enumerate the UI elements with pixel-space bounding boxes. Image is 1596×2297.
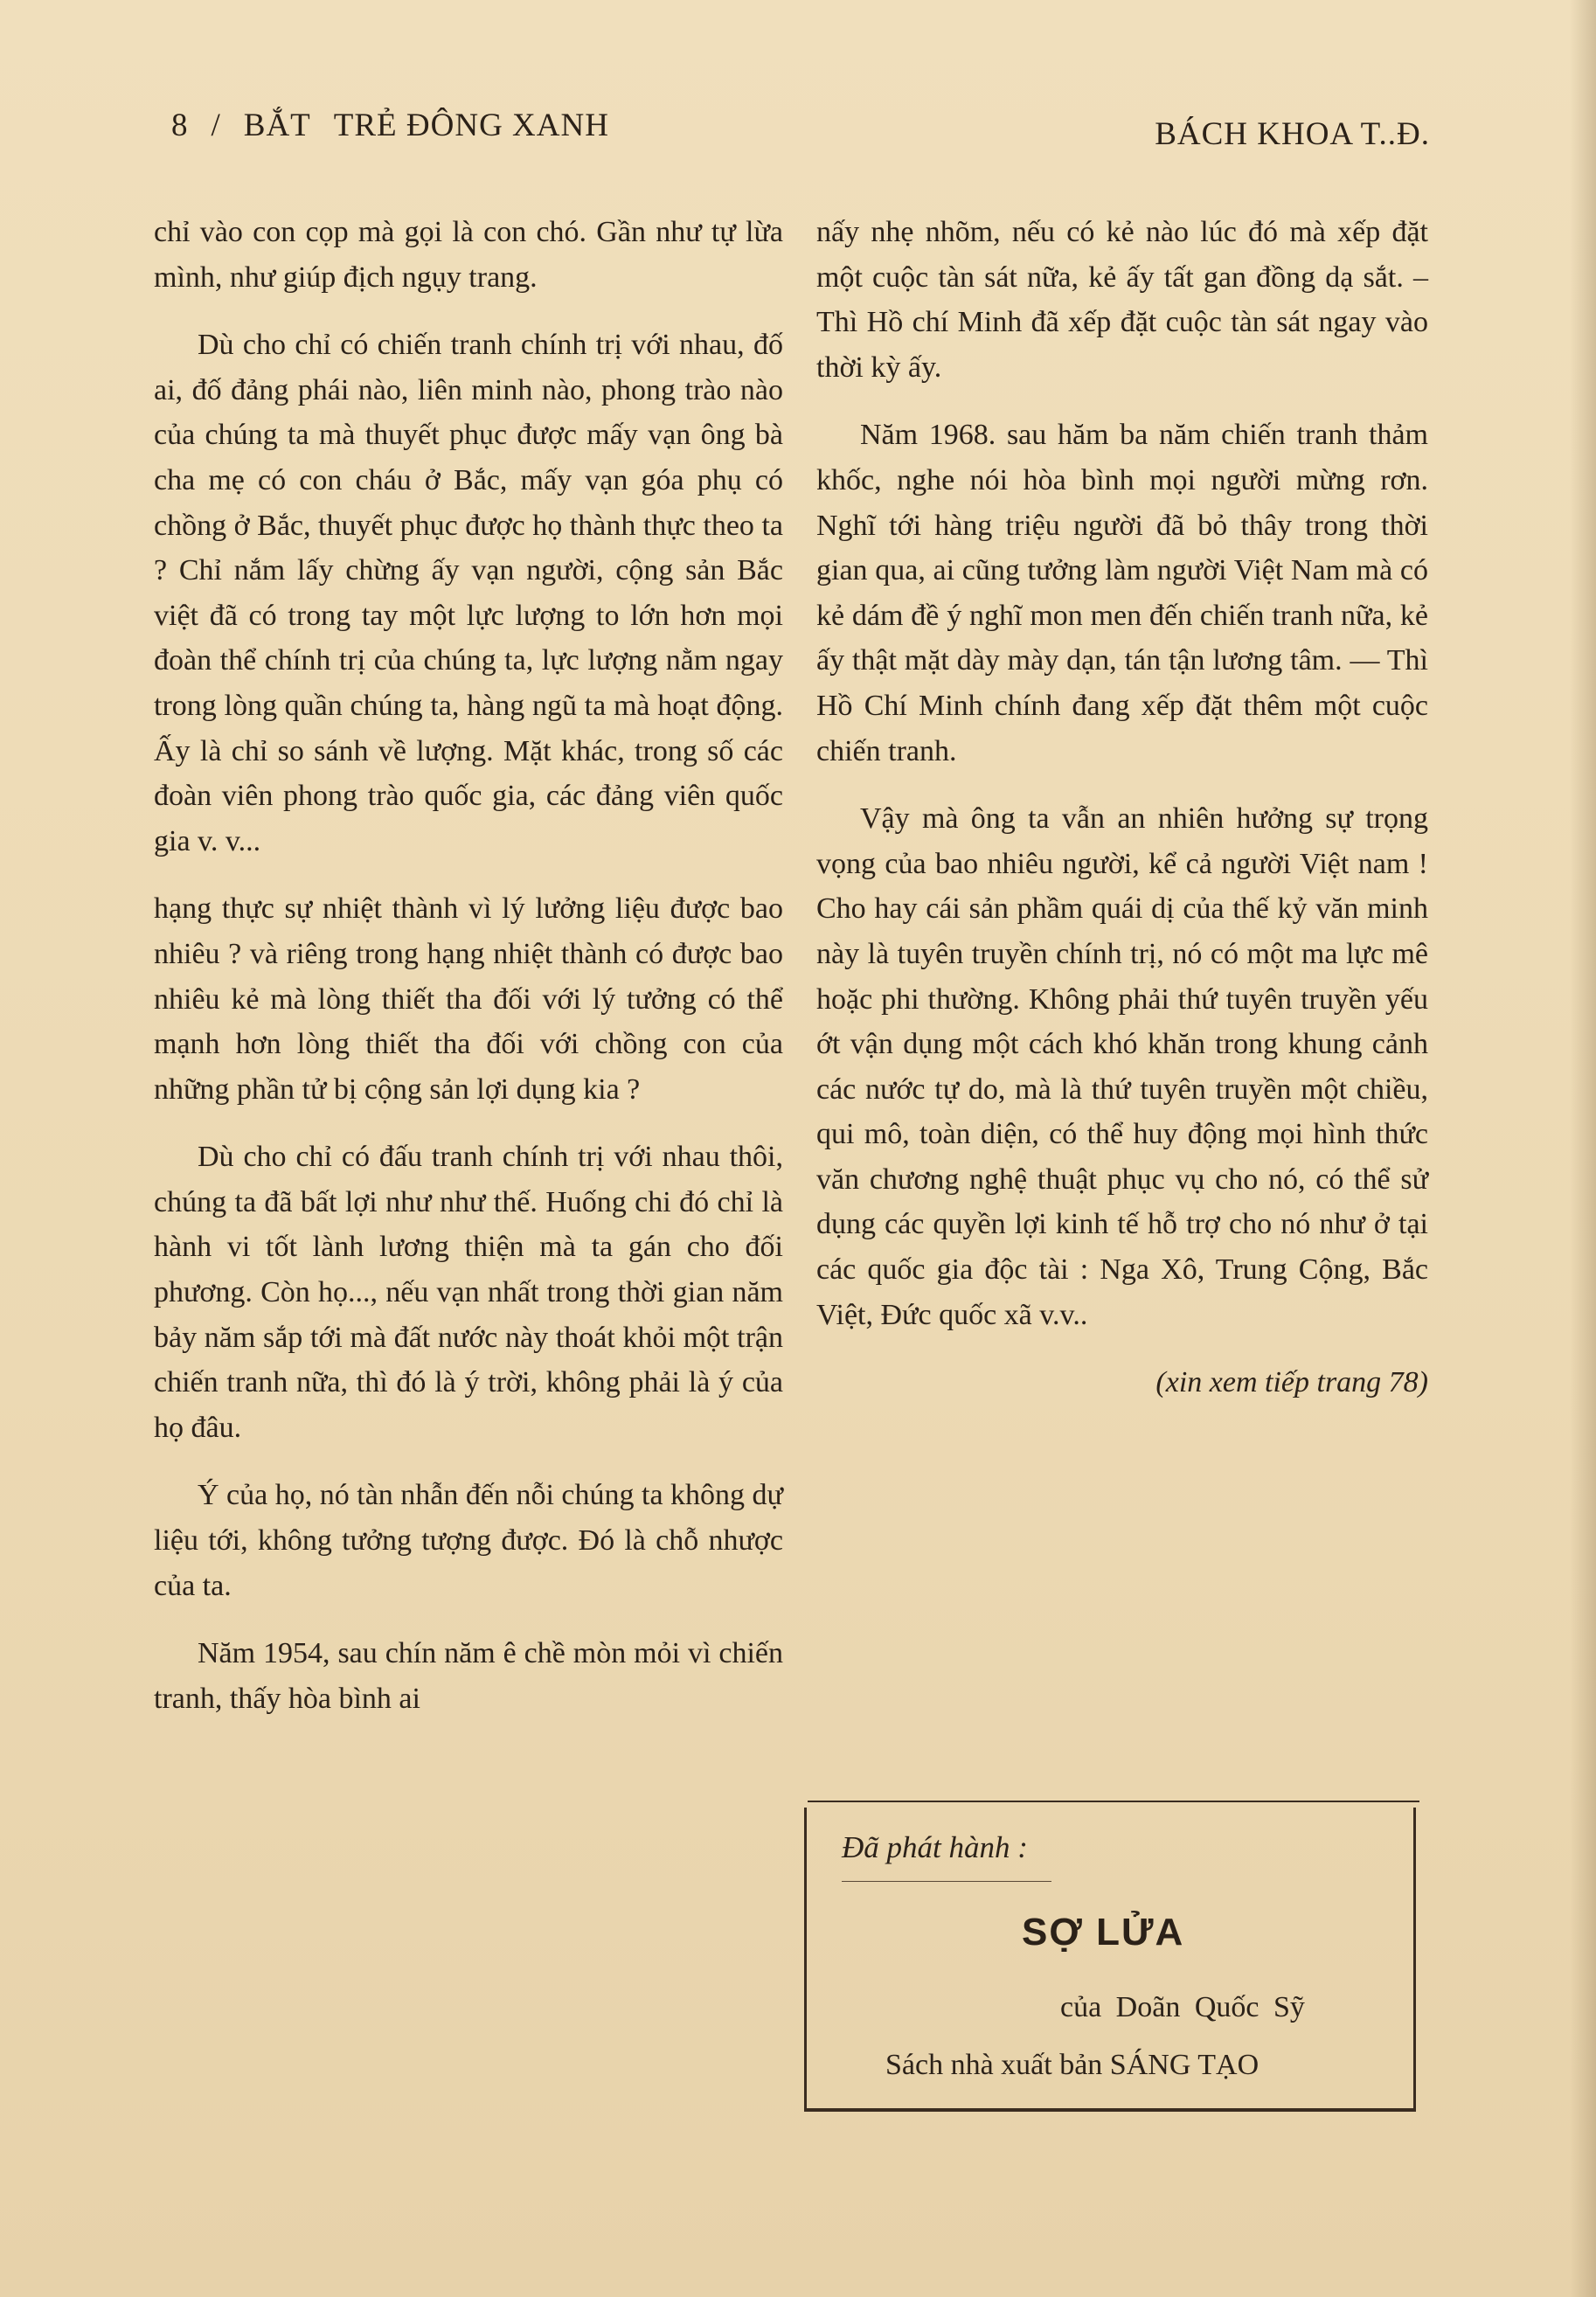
running-header [171,107,1430,150]
book-advertisement [804,1808,1416,2112]
paragraph: Vậy mà ông ta vẫn an nhiên hưởng sự trọng vọng của bao nhiêu người, kể cả người Việt nam ! Cho hay cái sản phầm quái dị của thế kỷ văn minh này là tuyên truyền chính trị, nó có một ma lực mê hoặc phi thường. Không phải thứ tuyên truyền yếu ớt vận dụng một cách khó khăn trong khung cảnh các nước tự do, mà là thứ tuyên truyền một chiều, qui mô, toàn diện, có thể huy động mọi hình thức văn chương nghệ thuật phục vụ cho nó, có thể sử dụng các quyền lợi kinh tế hỗ trợ cho nó như ở tại các quốc gia độc tài : Nga Xô, Trung Cộng, Bắc Việt, Đức quốc xã v.v.. [816,802,1428,1331]
header-title-word1: BẮT [243,108,311,143]
paragraph: Ý của họ, nó tàn nhẫn đến nỗi chúng ta không dự liệu tới, không tưởng tượng được. Đó là chỗ nhược của ta. [154,1479,783,1602]
book-title: SỢ LỬA [1022,1911,1185,1953]
book-author: của Doãn Quốc Sỹ [1060,1991,1305,2023]
ad-divider [842,1881,1051,1882]
ad-top-rule [808,1801,1419,1802]
paragraph: chỉ vào con cọp mà gọi là con chó. Gần như tự lừa mình, như giúp địch ngụy trang. [154,216,783,294]
paragraph: Dù cho chỉ có chiến tranh chính trị với nhau, đố ai, đố đảng phái nào, liên minh nào, phong trào nào của chúng ta mà thuyết phục được mấy vạn ông bà cha mẹ có con cháu ở Bắc, mấy vạn góa phụ có chồng ở Bắc, thuyết phục được họ thành thực theo ta ? Chỉ nắm lấy chừng ấy vạn người, cộng sản Bắc việt đã có trong tay một lực lượng to lớn hơn mọi đoàn thể chính trị của chúng ta, lực lượng nằm ngay trong lòng quần chúng ta, hàng ngũ ta mà hoạt động. Ấy là chỉ so sánh về lượng. Mặt khác, trong số các đoàn viên phong trào quốc gia, các đảng viên quốc gia v. v... [154,329,783,857]
header-publication: BÁCH KHOA T..Đ. [1155,116,1430,152]
left-column [154,210,783,1744]
header-separator: / [211,108,221,143]
paragraph: Năm 1954, sau chín năm ê chề mòn mỏi vì chiến tranh, thấy hòa bình ai [154,1637,783,1715]
header-left [171,107,632,144]
ad-label: Đã phát hành : [842,1830,1028,1864]
paragraph: nấy nhẹ nhõm, nếu có kẻ nào lúc đó mà xếp đặt một cuộc tàn sát nữa, kẻ ấy tất gan đồng dạ sắt. – Thì Hồ chí Minh đã xếp đặt cuộc tàn sát ngay vào thời kỳ ấy. [816,216,1428,384]
paragraph: Năm 1968. sau hăm ba năm chiến tranh thảm khốc, nghe nói hòa bình mọi người mừng rơn. Nghĩ tới hàng triệu người đã bỏ thây trong thời gian qua, ai cũng tưởng làm người Việt Nam mà có kẻ dám đề ý nghĩ mon men đến chiến tranh nữa, kẻ ấy thật mặt dày mày dạn, tán tận lương tâm. — Thì Hồ Chí Minh chính đang xếp đặt thêm một cuộc chiến tranh. [816,419,1428,767]
paragraph: Dù cho chỉ có đấu tranh chính trị với nhau thôi, chúng ta đã bất lợi như như thế. Huống chi đó chỉ là hành vi tốt lành lương thiện mà ta gán cho đối phương. Còn họ..., nếu vạn nhất trong thời gian năm bảy năm sắp tới mà đất nước này thoát khỏi một trận chiến tranh nữa, thì đó là ý trời, không phải là ý của họ đâu. [154,1141,783,1444]
header-title-word2: TRẺ ĐÔNG XANH [333,108,609,143]
page-number: 8 [171,108,189,143]
paragraph: hạng thực sự nhiệt thành vì lý lưởng liệu được bao nhiêu ? và riêng trong hạng nhiệt thành có được bao nhiêu kẻ mà lòng thiết tha đối với lý tưởng có thể mạnh hơn lòng thiết tha đối với chồng con của những phần tử bị cộng sản lợi dụng kia ? [154,892,783,1106]
right-column [816,210,1428,1428]
book-publisher: Sách nhà xuất bản SÁNG TẠO [885,2049,1259,2081]
page-edge-shadow [1570,0,1596,2297]
continued-note: (xin xem tiếp trang 78) [1155,1366,1428,1399]
